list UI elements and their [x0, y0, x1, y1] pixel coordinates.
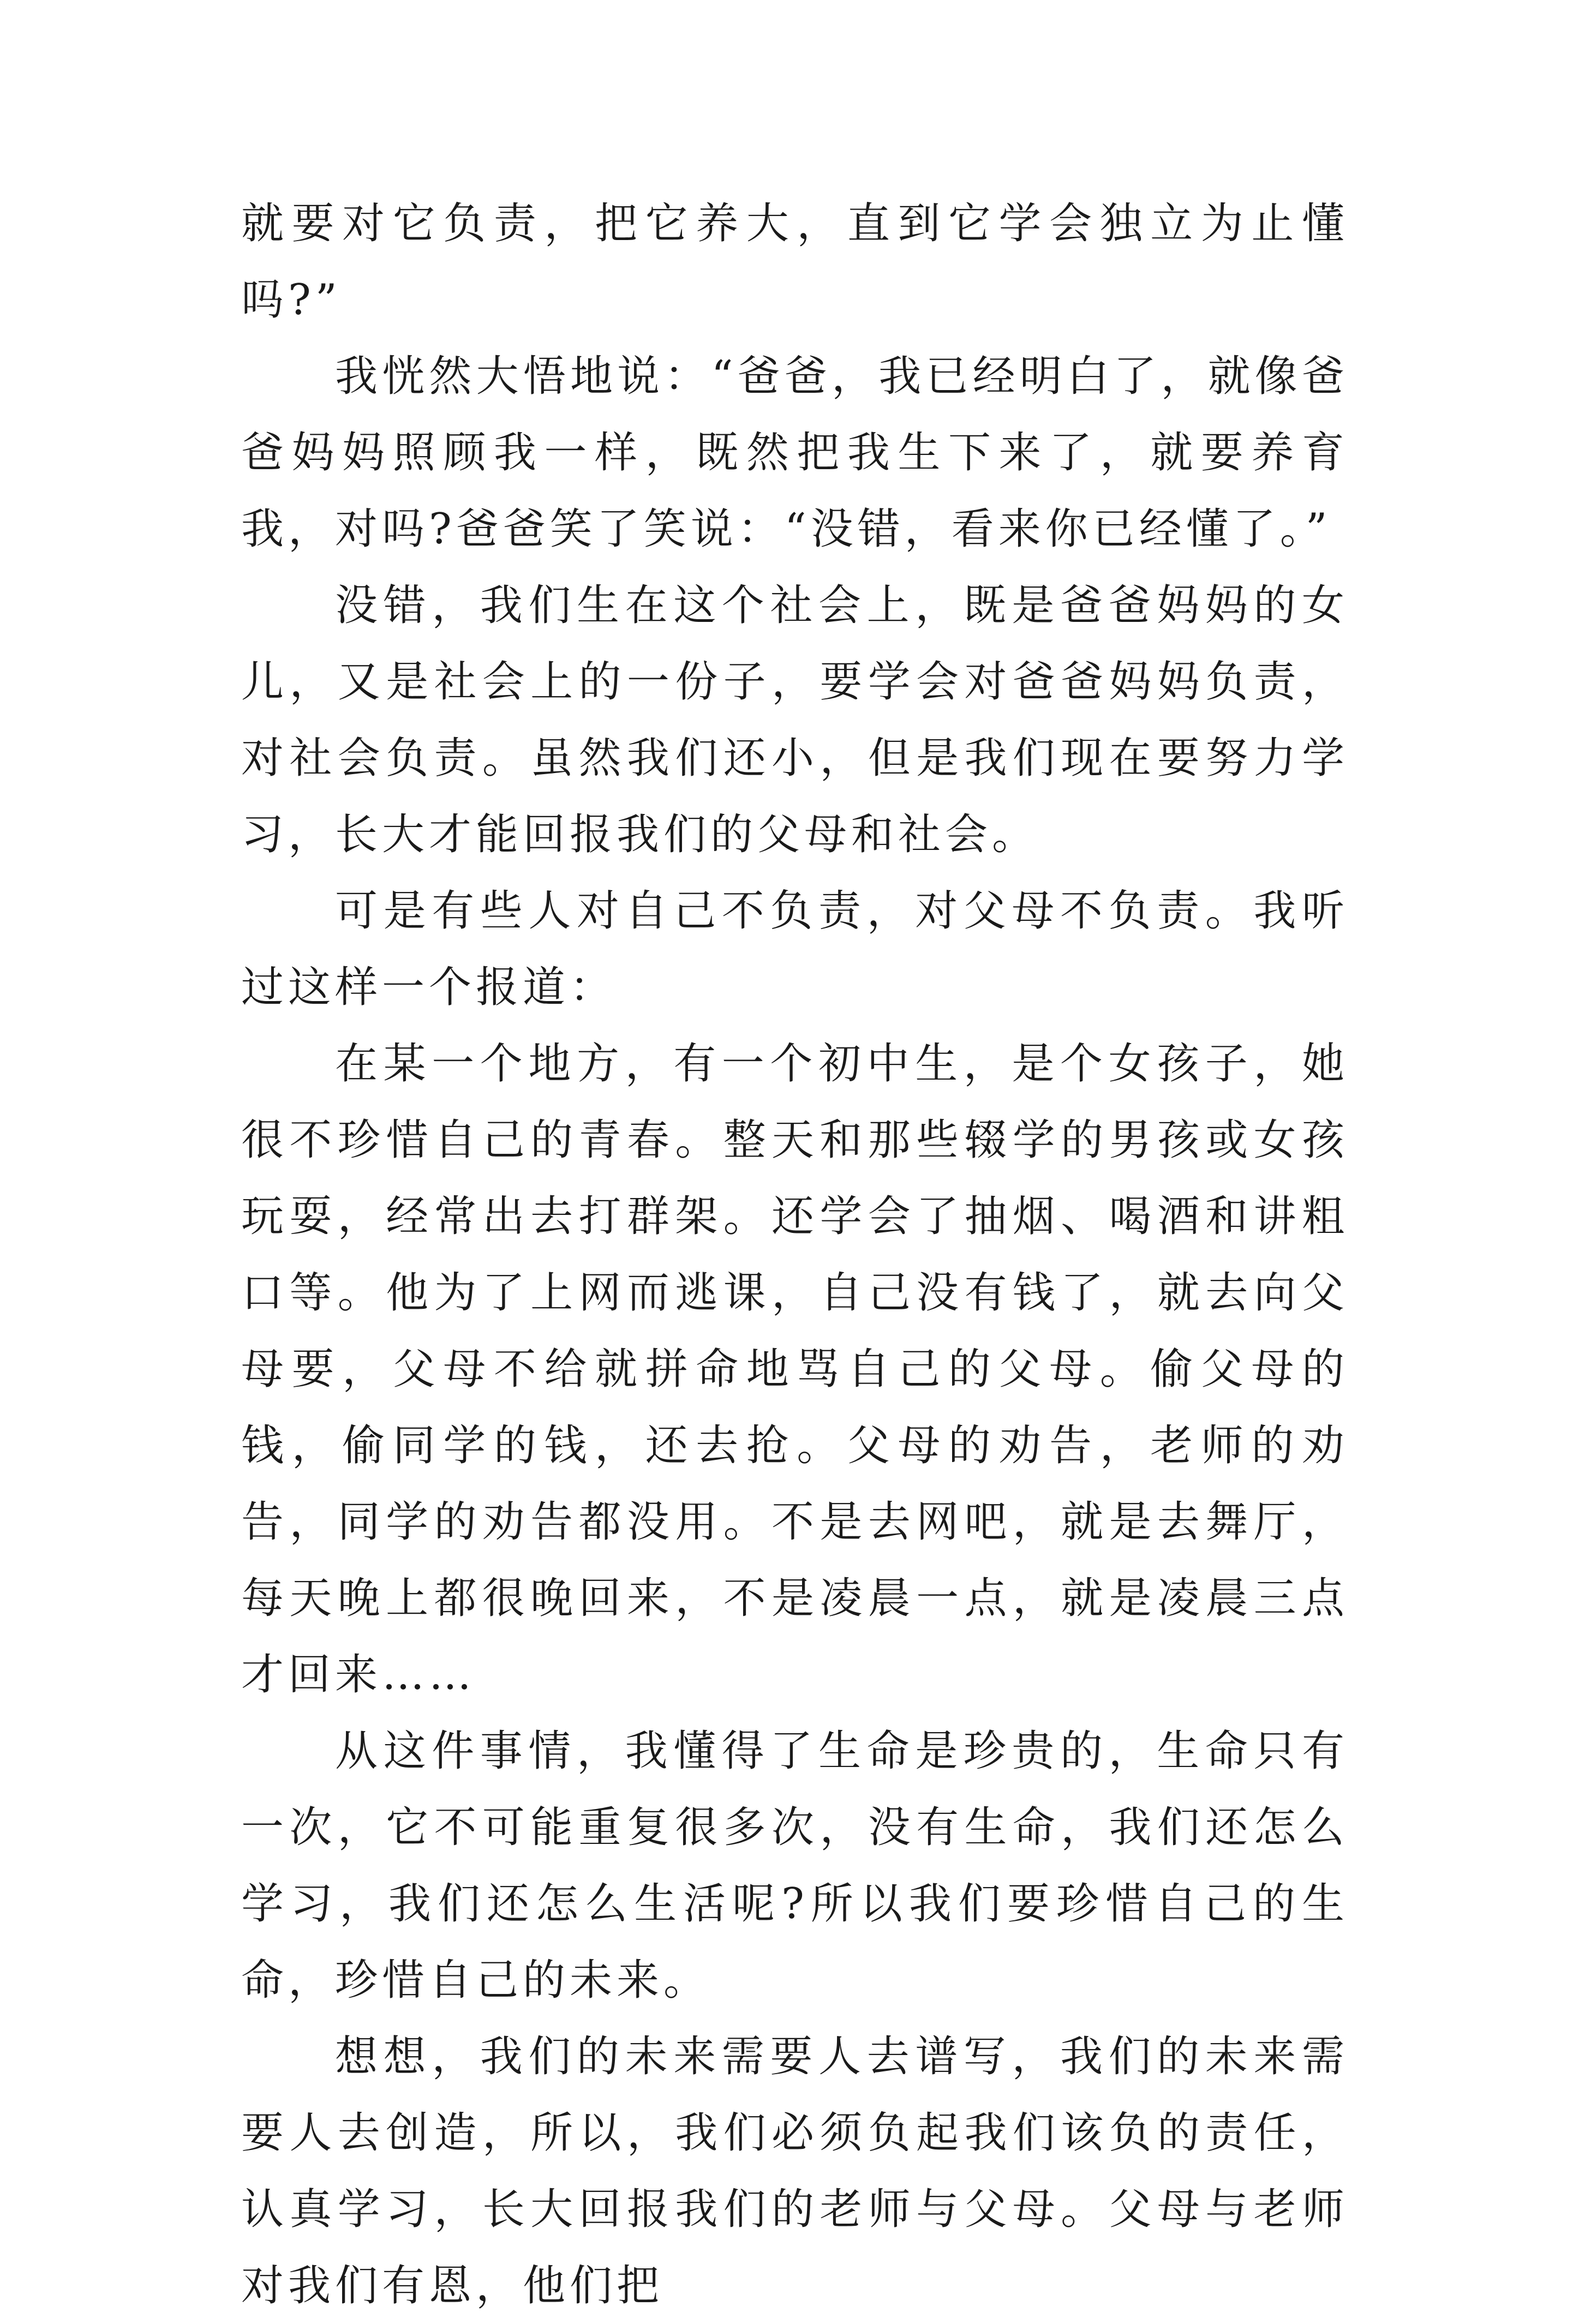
paragraph-report: 在某一个地方，有一个初中生，是个女孩子，她很不珍惜自己的青春。整天和那些辍学的男孩或女孩玩耍，经常出去打群架。还学会了抽烟、喝酒和讲粗口等。他为了上网而逃课，自己没有钱了，就去向父母要，父母不给就拼命地骂自己的父母。偷父母的钱，偷同学的钱，还去抢。父母的劝告，老师的劝告，同学的劝告都没用。不是去网吧，就是去舞厅，每天晚上都很晚回来，不是凌晨一点，就是凌晨三点才回来…… [241, 1039, 1349, 1699]
paragraph-realization: 我恍然大悟地说：“爸爸，我已经明白了，就像爸爸妈妈照顾我一样，既然把我生下来了，就要养育我，对吗?爸爸笑了笑说：“没错，看来你已经懂了。” [241, 352, 1349, 554]
paragraph-responsibility: 没错，我们生在这个社会上，既是爸爸妈妈的女儿，又是社会上的一份子，要学会对爸爸妈妈负责，对社会负责。虽然我们还小，但是我们现在要努力学习，长大才能回报我们的父母和社会。 [241, 581, 1349, 859]
paragraph-future: 想想，我们的未来需要人去谱写，我们的未来需要人去创造，所以，我们必须负起我们该负的责任，认真学习，长大回报我们的老师与父母。父母与老师对我们有恩，他们把 [241, 2032, 1349, 2310]
paragraph-lesson: 从这件事情，我懂得了生命是珍贵的，生命只有一次，它不可能重复很多次，没有生命，我们还怎么学习，我们还怎么生活呢?所以我们要珍惜自己的生命，珍惜自己的未来。 [241, 1727, 1349, 2005]
essay-body [241, 185, 1349, 2324]
paragraph-irresponsible-people: 可是有些人对自己不负责，对父母不负责。我听过这样一个报道： [241, 887, 1349, 1012]
paragraph-continuation: 就要对它负责，把它养大，直到它学会独立为止懂吗?” [241, 199, 1349, 325]
